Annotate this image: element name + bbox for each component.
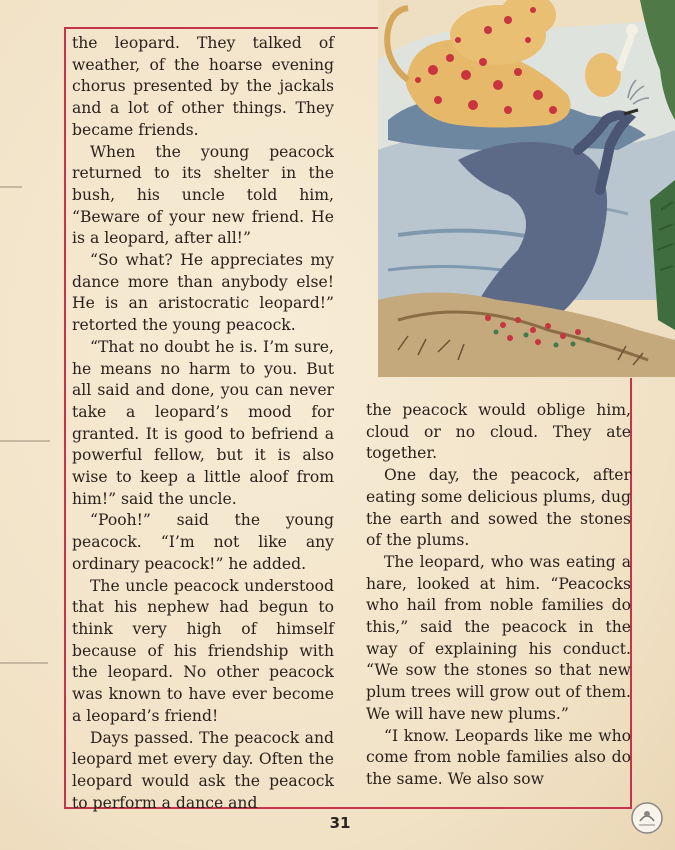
frame-top-rule bbox=[64, 27, 378, 29]
paragraph: “That no doubt he is. I’m sure, he means no harm to you. But all said and done, you can never take a leopard’s mood for granted. It is good to befriend a powerful fellow, but it is also wise to keep a little aloof from him!” said the uncle. bbox=[72, 337, 334, 508]
paragraph: The uncle peacock understood that his nephew had begun to think very high of himself because of his friendship with the leopard. No other peacock was known to have ever become a leopard’s friend! bbox=[72, 576, 334, 725]
leopard-and-peacock-illustration bbox=[378, 0, 675, 377]
paragraph: “So what? He appreciates my dance more than anybody else! He is an aristocratic leopard!” retorted the young peacock. bbox=[72, 251, 334, 335]
left-text-column bbox=[72, 33, 334, 814]
page-number: 31 bbox=[329, 814, 351, 832]
paragraph: “I know. Leopards like me who come from noble families also do the same. We also sow bbox=[366, 726, 631, 788]
paragraph: Days passed. The peacock and leopard met every day. Often the leopard would ask the peacock to perform a dance and bbox=[72, 728, 334, 812]
paragraph: The leopard, who was eating a hare, looked at him. “Peacocks who hail from noble families do this,” said the peacock in the way of explaining his conduct. “We sow the stones so that new plum trees will grow out of them. We will have new plums.” bbox=[366, 552, 631, 723]
binding-mark bbox=[0, 440, 50, 442]
binding-mark bbox=[0, 186, 22, 188]
paragraph: the peacock would oblige him, cloud or no cloud. They ate together. bbox=[366, 401, 631, 463]
binding-mark bbox=[0, 662, 48, 664]
library-stamp-logo bbox=[630, 801, 664, 835]
frame-left-rule bbox=[64, 27, 66, 809]
right-text-column bbox=[366, 400, 631, 791]
paragraph: “Pooh!” said the young peacock. “I’m not like any ordinary peacock!” he added. bbox=[72, 511, 334, 573]
paragraph: When the young peacock returned to its shelter in the bush, his uncle told him, “Beware of your new friend. He is a leopard, after all!” bbox=[72, 142, 334, 248]
paragraph: the leopard. They talked of weather, of the hoarse evening chorus presented by the jackals and a lot of other things. They became friends. bbox=[72, 34, 334, 139]
paragraph: One day, the peacock, after eating some delicious plums, dug the earth and sowed the stones of the plums. bbox=[366, 466, 631, 550]
